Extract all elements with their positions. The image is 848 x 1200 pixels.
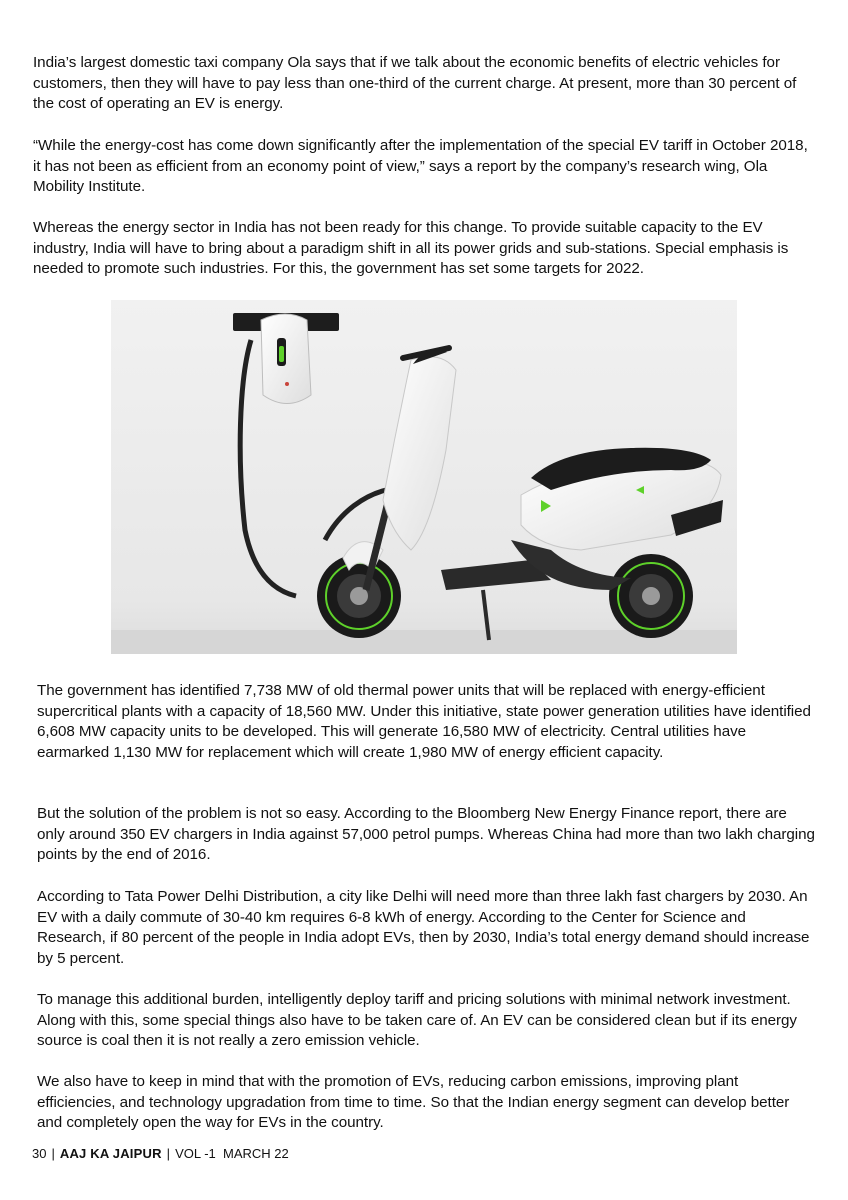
article-paragraph-8: We also have to keep in mind that with the promotion of EVs, reducing carbon emissions, improving plant efficiencies, and technology upgradation from time to time. So that the Indian energy segment can develop better and completely open the way for EVs in the country. bbox=[37, 1073, 790, 1132]
article-paragraph-2: “While the energy-cost has come down significantly after the implementation of the special EV tariff in October 2018, it has not been as efficient from an economy point of view,” says a report by the company’s research wing, Ola Mobility Institute. bbox=[33, 137, 808, 196]
article-paragraph-7: To manage this additional burden, intelligently deploy tariff and pricing solutions with minimal network investment. Along with this, some special things also have to be taken care of. An EV can be considered clean but if its energy source is coal then it is not really a zero emission vehicle. bbox=[37, 991, 797, 1050]
page-number: 30 bbox=[32, 1146, 47, 1161]
issue-info: VOL -1 MARCH 22 bbox=[175, 1146, 289, 1161]
publication-name: AAJ KA JAIPUR bbox=[59, 1146, 162, 1161]
footer-separator: | bbox=[51, 1146, 55, 1161]
page-footer bbox=[32, 1146, 289, 1161]
article-paragraph-6: According to Tata Power Delhi Distribution, a city like Delhi will need more than three lakh fast chargers by 2030. An EV with a daily commute of 30-40 km requires 6-8 kWh of energy. According to the Center for Science and Research, if 80 percent of the people in India adopt EVs, then by 2030, India’s total energy demand should increase by 5 percent. bbox=[37, 888, 810, 967]
article-paragraph-5: But the solution of the problem is not so easy. According to the Bloomberg New Energy Finance report, there are only around 350 EV chargers in India against 57,000 petrol pumps. Whereas China had more than two lakh charging points by the end of 2016. bbox=[37, 805, 815, 864]
article-paragraph-3: Whereas the energy sector in India has not been ready for this change. To provide suitable capacity to the EV industry, India will have to bring about a paradigm shift in all its power grids and sub-stations. Special emphasis is needed to promote such industries. For this, the government has set some targets for 2022. bbox=[33, 219, 789, 278]
ev-charger-scooter-photo bbox=[111, 300, 737, 654]
footer-separator: | bbox=[166, 1146, 171, 1161]
article-paragraph-1: India’s largest domestic taxi company Ola says that if we talk about the economic benefits of electric vehicles for customers, then they will have to pay less than one-third of the current charge. At present, more than 30 percent of the cost of operating an EV is energy. bbox=[33, 54, 797, 113]
article-paragraph-4: The government has identified 7,738 MW of old thermal power units that will be replaced with energy-efficient supercritical plants with a capacity of 18,560 MW. Under this initiative, state power generation utilities have identified 6,608 MW capacity units to be developed. This will generate 16,580 MW of electricity. Central utilities have earmarked 1,130 MW for replacement which will create 1,980 MW of energy efficient capacity. bbox=[37, 682, 811, 761]
